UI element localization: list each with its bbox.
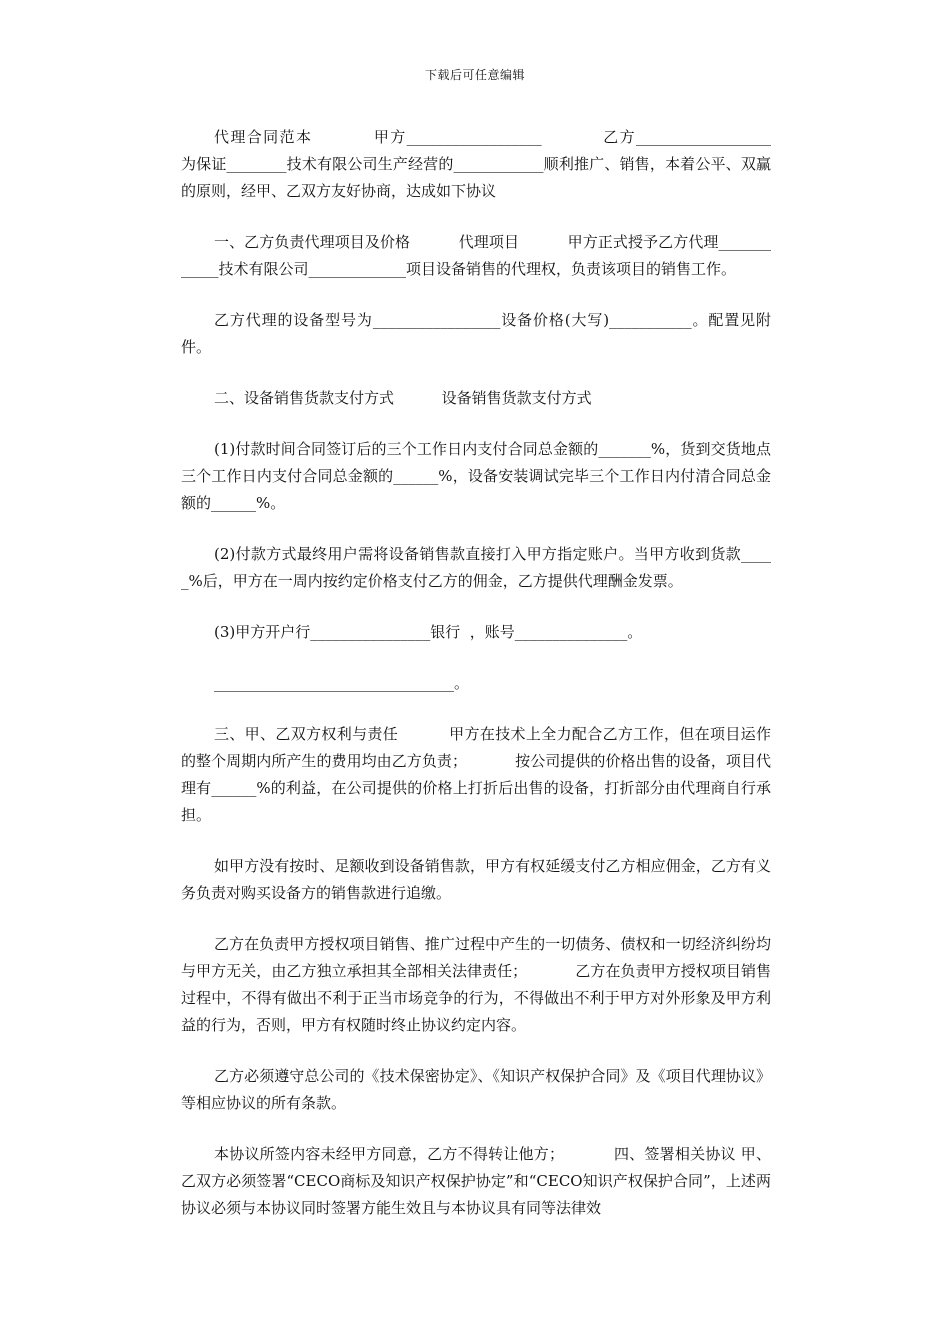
paragraph-liability: 乙方在负责甲方授权项目销售、推广过程中产生的一切债务、债权和一切经济纠纷均与甲方无关，由乙方独立承担其全部相关法律责任； 乙方在负责甲方授权项目销售过程中，不得有做出不利于正当市场竞争的行为，不得做出不利于甲方对外形象及甲方利益的行为，否则，甲方有权随时终止协议约定内容。 xyxy=(181,935,771,1034)
paragraph-device-model: 乙方代理的设备型号为_________________设备价格(大写)___________。配置见附件。 xyxy=(181,311,771,356)
paragraph-blank-line: ________________________________。 xyxy=(214,674,470,692)
paragraph-payment-time: (1)付款时间合同签订后的三个工作日内支付合同总金额的_______%，货到交货地点三个工作日内支付合同总金额的______%，设备安装调试完毕三个工作日内付清合同总金额的______%。 xyxy=(181,440,771,512)
page-header: 下载后可任意编辑 xyxy=(424,68,525,82)
paragraph-compliance: 乙方必须遵守总公司的《技术保密协定》、《知识产权保护合同》及《项目代理协议》等相应协议的所有条款。 xyxy=(181,1067,771,1112)
paragraph-intro: 代理合同范本 甲方__________________ 乙方__________________ 为保证________技术有限公司生产经营的____________顺利推广、销售，本着公平、双赢的原则，经甲、乙双方友好协商，达成如下协议 xyxy=(181,128,819,200)
document-body xyxy=(181,124,819,1246)
paragraph-late-payment: 如甲方没有按时、足额收到设备销售款，甲方有权延缓支付乙方相应佣金，乙方有义务负责对购买设备方的销售款进行追缴。 xyxy=(181,857,771,902)
paragraph-section-2: 二、设备销售货款支付方式 设备销售货款支付方式 xyxy=(214,389,592,407)
paragraph-section-3: 三、甲、乙双方权利与责任 甲方在技术上全力配合乙方工作，但在项目运作的整个周期内所产生的费用均由乙方负责； 按公司提供的价格出售的设备，项目代理有______%的利益，在公司提供的价格上打折后出售的设备，打折部分由代理商自行承担。 xyxy=(181,725,771,824)
paragraph-bank: (3)甲方开户行________________银行 ，账号_______________。 xyxy=(214,623,643,641)
paragraph-section-4: 本协议所签内容未经甲方同意，乙方不得转让他方； 四、签署相关协议 甲、乙双方必须签署“CECO商标及知识产权保护协定”和“CECO知识产权保护合同”，上述两协议必须与本协议同时签署方能生效且与本协议具有同等法律效 xyxy=(181,1145,771,1217)
paragraph-payment-method: (2)付款方式最终用户需将设备销售款直接打入甲方指定账户。当甲方收到货款_____%后，甲方在一周内按约定价格支付乙方的佣金，乙方提供代理酬金发票。 xyxy=(181,545,771,590)
paragraph-section-1: 一、乙方负责代理项目及价格 代理项目 甲方正式授予乙方代理____________技术有限公司_____________项目设备销售的代理权，负责该项目的销售工作。 xyxy=(181,233,771,278)
